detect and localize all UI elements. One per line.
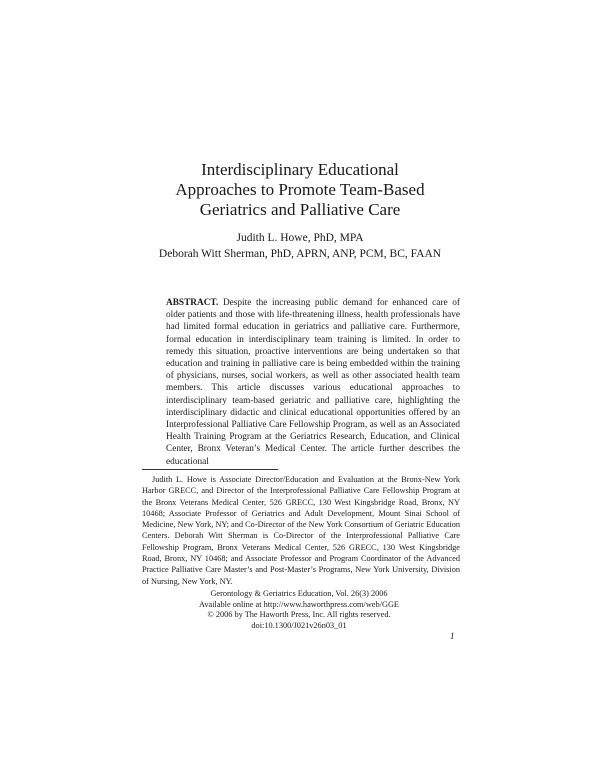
abstract-label: ABSTRACT. [166,298,219,308]
footnote-divider [142,469,278,470]
author-sherman: Deborah Witt Sherman, PhD, APRN, ANP, PCM, BC, FAAN [158,248,442,260]
article-title [100,160,500,220]
online-availability: Available online at http://www.haworthpress.com/web/GGE [199,599,399,609]
author-affiliations-footnote: Judith L. Howe is Associate Director/Education and Evaluation at the Bronx-New York Harbor GRECC, and Director of the Interprofessional Palliative Care Fellowship Program at the Bronx Veterans Medical Center, 526 GRECC, 130 West Kingsbridge Road, Bronx, NY 10468; Associate Professor of Geriatrics and Adult Development, Mount Sinai School of Medicine, New York, NY; and Co-Director of the New York Consortium of Geriatric Education Centers. Deborah Witt Sherman is Co-Director of the Interprofessional Palliative Care Fellowship Program, Bronx Veterans Medical Center, 526 GRECC, 130 West Kingsbridge Road, Bronx, NY 10468; and Associate Professor and Program Coordinator of the Advanced Practice Palliative Care Master’s and Post-Master’s Programs, New York University, Division of Nursing, New York, NY. [142,475,460,586]
author-list [100,230,500,262]
author-howe: Judith L. Howe, PhD, MPA [236,232,364,244]
page-number: 1 [450,631,455,641]
title-line-3: Geriatrics and Palliative Care [199,200,401,219]
doi: doi:10.1300/J021v26n03_01 [251,620,347,630]
copyright-notice: © 2006 by The Haworth Press, Inc. All rights reserved. [207,610,391,619]
abstract [166,297,460,468]
title-line-2: Approaches to Promote Team-Based [175,180,425,199]
publication-info [170,589,428,631]
journal-citation: Gerontology & Geriatrics Education, Vol. 26(3) 2006 [210,589,388,598]
title-line-1: Interdisciplinary Educational [201,160,399,179]
abstract-text: Despite the increasing public demand for enhanced care of older patients and those with life-threatening illness, health professionals have had limited formal education in geriatrics and palliative care. Furthermore, formal education in interdisciplinary team training is limited. In order to remedy this situation, proactive interventions are being undertaken so that education and training in palliative care is being embedded within the training of physicians, nurses, social workers, as well as other associated health team members. This article discusses various educational approaches to interdisciplinary team-based geriatric and palliative care, highlighting the interdisciplinary didactic and clinical educational opportunities offered by an Interprofessional Palliative Care Fellowship Program, as well as an Associated Health Training Program at the Geriatrics Research, Education, and Clinical Center, Bronx Veteran’s Medical Center. The article further describes the educational [166,298,460,467]
